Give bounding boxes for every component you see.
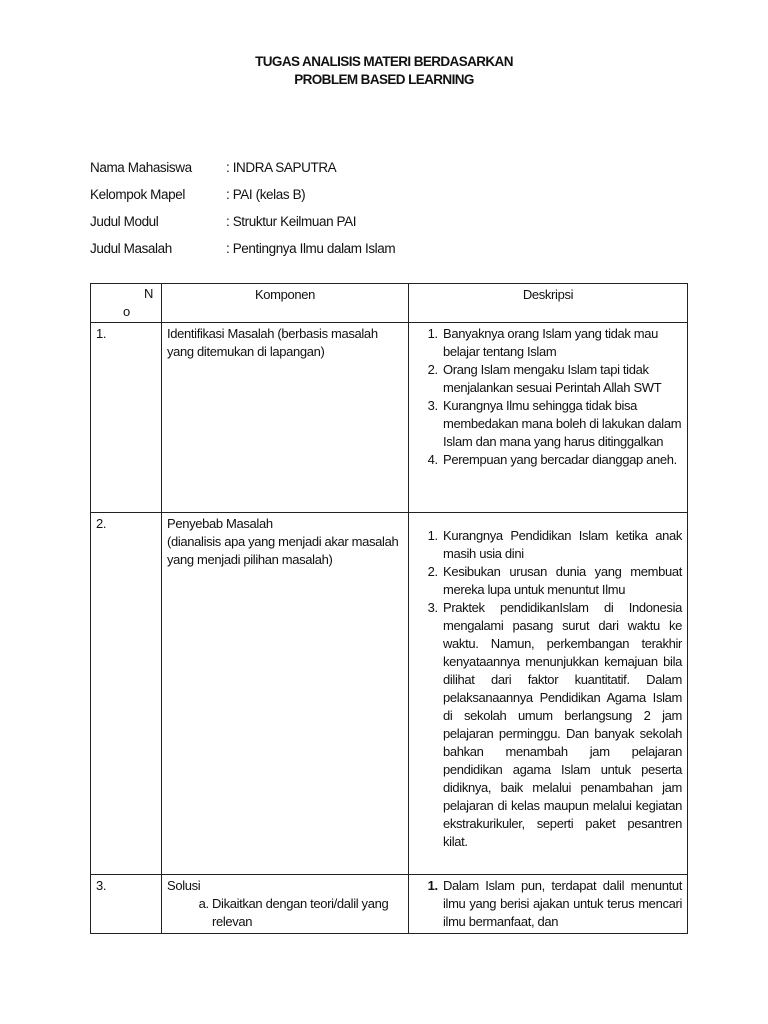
- list-item: 2. Kesibukan urusan dunia yang membuat mereka lupa untuk menuntut Ilmu: [441, 563, 682, 599]
- list-item: 1. Banyaknya orang Islam yang tidak mau belajar tentang Islam: [441, 325, 682, 361]
- list-item: a. Dikaitkan dengan teori/dalil yang relevan: [212, 895, 403, 931]
- komponen-cell: [162, 875, 409, 934]
- row-number: 2.: [91, 513, 162, 875]
- komponen-title: Solusi: [167, 878, 201, 893]
- deskripsi-list: [414, 527, 682, 851]
- info-value-nama: : INDRA SAPUTRA: [226, 160, 337, 175]
- table-row: [91, 513, 688, 875]
- info-value-masalah: : Pentingnya Ilmu dalam Islam: [226, 241, 396, 256]
- document-title-line1: TUGAS ANALISIS MATERI BERDASARKAN: [255, 54, 513, 69]
- table-row: [91, 323, 688, 513]
- info-label-masalah: Judul Masalah: [90, 241, 172, 256]
- deskripsi-cell: [409, 513, 688, 875]
- komponen-note: (dianalisis apa yang menjadi akar masalah yang menjadi pilihan masalah): [167, 534, 399, 567]
- table-row: [91, 875, 688, 934]
- info-label-kelompok: Kelompok Mapel: [90, 187, 185, 202]
- komponen-cell: Identifikasi Masalah (berbasis masalah yang ditemukan di lapangan): [162, 323, 409, 513]
- info-label-nama: Nama Mahasiswa: [90, 160, 192, 175]
- document-title-line2: PROBLEM BASED LEARNING: [294, 72, 474, 87]
- header-deskripsi: Deskripsi: [409, 284, 688, 323]
- row-number: 1.: [91, 323, 162, 513]
- list-item: 3. Praktek pendidikanIslam di Indonesia mengalami pasang surut dari waktu ke waktu. Namun, perkembangan terakhir kenyataannya menunjukkan kemajuan bila dilihat dari faktor kuantitatif. Dalam pelaksanaannya Pendidikan Agama Islam di sekolah umum berlangsung 2 jam pelajaran perminggu. Dan banyak sekolah bahkan menambah jam pelajaran pendidikan agama Islam untuk peserta didiknya, baik melalui penambahan jam pelajaran di kelas maupun melalui kegiatan ekstrakurikuler, seperti paket pesantren kilat.: [441, 599, 682, 851]
- deskripsi-list: [414, 325, 682, 469]
- list-item: 3. Kurangnya Ilmu sehingga tidak bisa membedakan mana boleh di lakukan dalam Islam dan mana yang harus ditinggalkan: [441, 397, 682, 451]
- table-header-row: [91, 284, 688, 323]
- info-label-modul: Judul Modul: [90, 214, 159, 229]
- header-no-n: N: [143, 286, 153, 301]
- deskripsi-list: [414, 877, 682, 931]
- deskripsi-cell: [409, 875, 688, 934]
- komponen-cell: [162, 513, 409, 875]
- list-item: 4. Perempuan yang bercadar dianggap aneh.: [441, 451, 682, 469]
- solusi-sub-list: [167, 895, 403, 931]
- row-number: 3.: [91, 875, 162, 934]
- analysis-table: [90, 283, 688, 934]
- info-value-modul: : Struktur Keilmuan PAI: [226, 214, 357, 229]
- header-komponen: Komponen: [162, 284, 409, 323]
- deskripsi-cell: [409, 323, 688, 513]
- list-item: 1. Dalam Islam pun, terdapat dalil menuntut ilmu yang berisi ajakan untuk terus mencari ilmu bermanfaat, dan: [441, 877, 682, 931]
- komponen-title: Penyebab Masalah: [167, 516, 273, 531]
- list-item: 2. Orang Islam mengaku Islam tapi tidak menjalankan sesuai Perintah Allah SWT: [441, 361, 682, 397]
- info-value-kelompok: : PAI (kelas B): [226, 187, 306, 202]
- header-no-o: o: [123, 304, 130, 319]
- header-no: [91, 284, 162, 323]
- list-item: 1. Kurangnya Pendidikan Islam ketika anak masih usia dini: [441, 527, 682, 563]
